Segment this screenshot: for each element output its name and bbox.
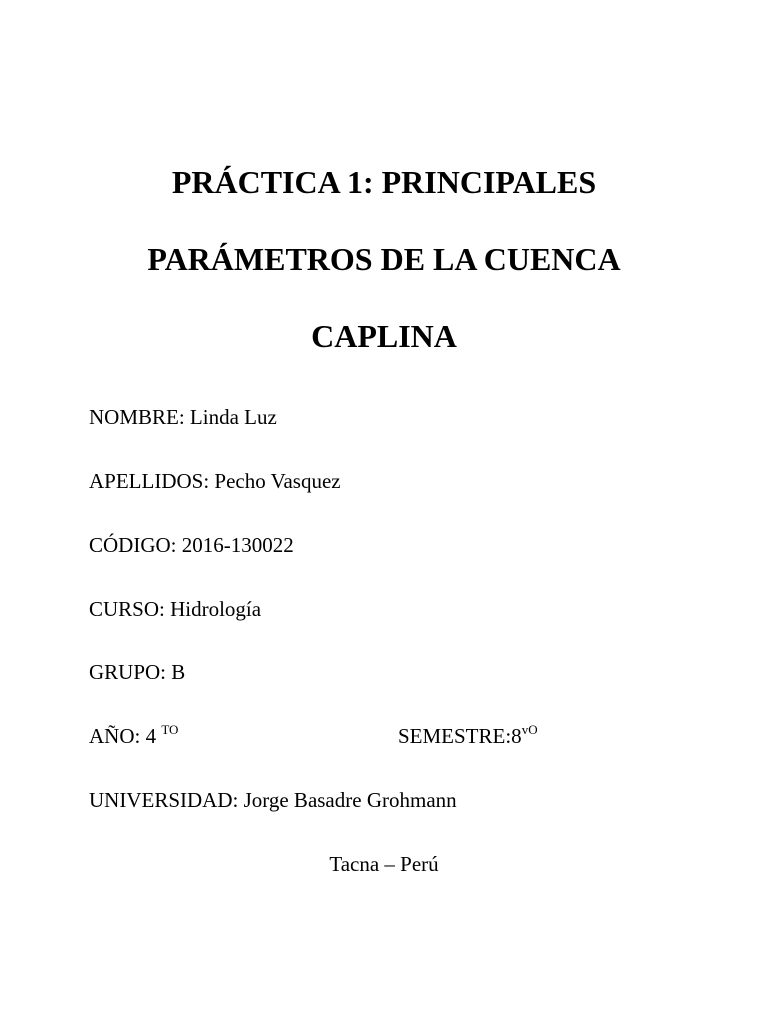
apellidos-field: APELLIDOS: Pecho Vasquez <box>89 469 341 493</box>
anio-suffix: TO <box>161 722 179 737</box>
semestre-suffix: vO <box>521 722 538 737</box>
anio-label: AÑO: 4 <box>89 724 157 748</box>
semestre-field <box>398 723 538 749</box>
title-line-2: PARÁMETROS DE LA CUENCA <box>147 241 621 277</box>
title-line-1: PRÁCTICA 1: PRINCIPALES <box>171 164 597 200</box>
curso-field: CURSO: Hidrología <box>89 597 262 621</box>
grupo-field: GRUPO: B <box>89 660 186 684</box>
universidad-field: UNIVERSIDAD: Jorge Basadre Grohmann <box>89 788 457 812</box>
anio-field <box>89 723 178 749</box>
location: Tacna – Perú <box>329 852 439 876</box>
semestre-label: SEMESTRE:8 <box>398 724 522 748</box>
title-line-3: CAPLINA <box>311 318 457 354</box>
nombre-field: NOMBRE: Linda Luz <box>89 405 277 429</box>
codigo-field: CÓDIGO: 2016-130022 <box>89 533 294 557</box>
